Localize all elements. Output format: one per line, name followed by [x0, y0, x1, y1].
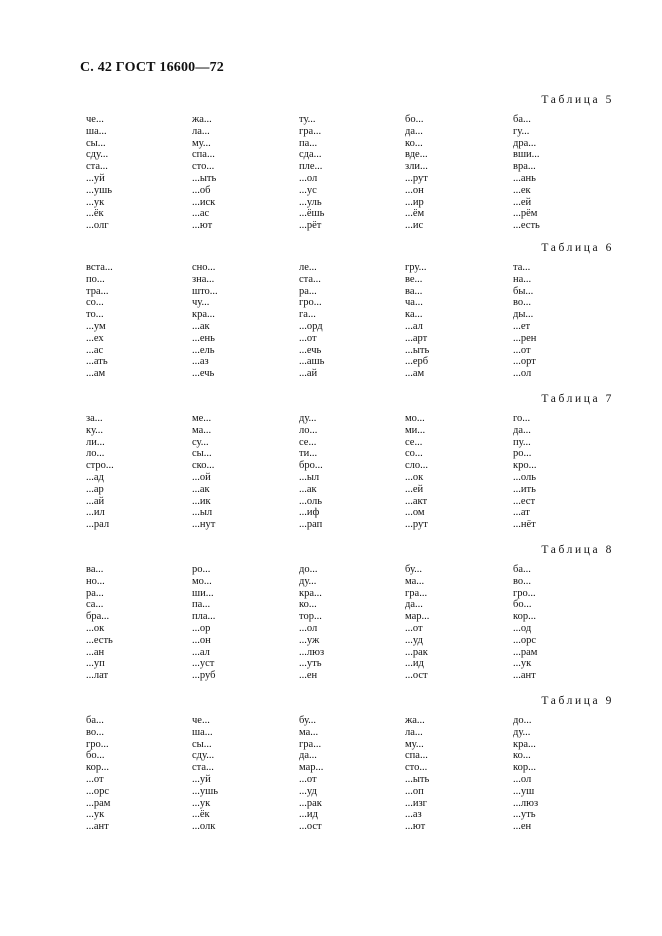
word-cell: кра... [192, 309, 215, 321]
word-cell: ми... [405, 424, 426, 436]
word-cell: спа... [192, 149, 215, 161]
word-cell: ...рал [86, 519, 110, 531]
word-cell: ...ид [405, 658, 424, 670]
table-title: Таблица 9 [541, 695, 614, 707]
word-cell: ...ак [192, 483, 210, 495]
word-cell: гро... [86, 738, 109, 750]
table-title: Таблица 5 [541, 94, 614, 106]
word-cell: гру... [405, 262, 427, 273]
word-cell: ...он [405, 184, 424, 196]
word-cell: сы... [86, 137, 106, 149]
word-cell: су... [192, 436, 209, 448]
word-cell: ба... [513, 564, 531, 575]
word-cell: ...ик [192, 495, 211, 507]
word-cell: ма... [192, 424, 212, 436]
word-cell: ста... [86, 161, 108, 173]
word-cell: гу... [513, 125, 530, 137]
word-cell: мо... [405, 413, 425, 424]
word-cell: сду... [192, 750, 215, 762]
word-cell: ...ет [513, 320, 531, 332]
table-column [192, 564, 292, 682]
word-cell: ...ель [192, 344, 215, 356]
word-cell: га... [299, 309, 316, 321]
word-cell: вши... [513, 149, 540, 161]
word-cell: ...орс [86, 785, 110, 797]
word-cell: со... [86, 297, 104, 309]
word-cell: ...акт [405, 495, 428, 507]
word-cell: мар... [299, 762, 324, 774]
word-cell: кор... [513, 611, 536, 623]
word-cell: ка... [405, 309, 423, 321]
word-cell: ...ен [299, 670, 318, 682]
word-cell: ...есть [86, 634, 113, 646]
word-cell: се... [299, 436, 317, 448]
word-cell: ...аз [405, 809, 422, 821]
word-cell: ...ёшь [299, 208, 325, 220]
word-cell: ...ек [513, 184, 531, 196]
word-cell: мо... [192, 575, 212, 587]
word-cell: ва... [86, 564, 104, 575]
table-column [405, 262, 505, 380]
word-cell: ...ол [513, 368, 532, 380]
word-cell: ...от [513, 344, 531, 356]
word-cell: вста... [86, 262, 113, 273]
word-cell: ...ём [405, 208, 425, 220]
word-cell: но... [86, 575, 105, 587]
word-cell: ...уст [192, 658, 215, 670]
table-column [299, 114, 399, 232]
word-cell: зли... [405, 161, 428, 173]
word-cell: сы... [192, 448, 212, 460]
word-cell: тра... [86, 285, 109, 297]
word-cell: то... [86, 309, 104, 321]
word-cell: ...нут [192, 519, 216, 531]
word-cell: сы... [192, 738, 212, 750]
word-cell: се... [405, 436, 423, 448]
word-cell: ...ид [299, 809, 318, 821]
word-cell: ро... [513, 448, 532, 460]
word-cell: са... [86, 599, 104, 611]
word-cell: ло... [86, 448, 105, 460]
word-cell: ско... [192, 460, 215, 472]
word-cell: па... [299, 137, 318, 149]
word-cell: ...ир [405, 196, 424, 208]
word-cell: пу... [513, 436, 531, 448]
table-column [513, 413, 613, 531]
word-cell: ко... [513, 750, 531, 762]
word-cell: ...от [299, 773, 317, 785]
word-cell: ...рак [299, 797, 322, 809]
word-cell: му... [192, 137, 211, 149]
word-cell: сло... [405, 460, 429, 472]
word-cell: ...ас [86, 344, 104, 356]
word-cell: чу... [192, 297, 210, 309]
word-cell: ...ать [86, 356, 108, 368]
word-cell: ...ех [86, 332, 104, 344]
word-cell: ду... [299, 413, 317, 424]
word-cell: ...иск [192, 196, 216, 208]
word-cell: сда... [299, 149, 322, 161]
word-cell: ...ус [299, 184, 317, 196]
word-cell: стро... [86, 460, 114, 472]
word-cell: ...рём [513, 208, 538, 220]
word-cell: ...ей [513, 196, 532, 208]
word-cell: ...орд [299, 320, 323, 332]
table-column [405, 564, 505, 682]
word-cell: ко... [405, 137, 423, 149]
table-column [299, 262, 399, 380]
word-cell: ку... [86, 424, 104, 436]
table-column [513, 715, 613, 833]
table-column [299, 413, 399, 531]
word-cell: кор... [86, 762, 109, 774]
word-cell: ...ост [299, 821, 322, 833]
word-cell: ша... [86, 125, 107, 137]
word-cell: ба... [513, 114, 531, 125]
page-header: С. 42 ГОСТ 16600—72 [80, 60, 224, 75]
word-cell: ле... [299, 262, 317, 273]
word-cell: ...ыть [405, 344, 430, 356]
word-cell: кра... [513, 738, 536, 750]
table-column [299, 564, 399, 682]
word-cell: ...уть [513, 809, 536, 821]
word-cell: сду... [86, 149, 109, 161]
word-cell: ...ыл [192, 507, 213, 519]
word-cell: па... [192, 599, 211, 611]
table-column [192, 413, 292, 531]
table-column [86, 262, 186, 380]
word-cell: ...ак [299, 483, 317, 495]
word-cell: ...арт [405, 332, 428, 344]
word-cell: че... [86, 114, 104, 125]
word-cell: ма... [299, 726, 319, 738]
word-cell: ...изг [405, 797, 427, 809]
word-cell: ...уж [299, 634, 320, 646]
word-cell: ко... [299, 599, 317, 611]
word-cell: гро... [299, 297, 322, 309]
word-cell: ...рёт [299, 220, 322, 232]
word-cell: ме... [192, 413, 212, 424]
word-cell: сто... [192, 161, 215, 173]
word-cell: ...люз [299, 646, 325, 658]
table-column [192, 262, 292, 380]
word-cell: ...уд [299, 785, 317, 797]
word-cell: ...ёк [86, 208, 104, 220]
word-cell: кор... [513, 762, 536, 774]
word-cell: ...ок [86, 622, 105, 634]
word-cell: му... [405, 738, 424, 750]
word-cell: на... [513, 273, 532, 285]
word-cell: ...ай [299, 368, 318, 380]
word-cell: ста... [192, 762, 214, 774]
word-cell: во... [513, 297, 532, 309]
word-cell: че... [192, 715, 210, 726]
word-cell: ...ушь [192, 785, 218, 797]
word-cell: ...ад [86, 471, 104, 483]
word-cell: ти... [299, 448, 318, 460]
word-cell: пла... [192, 611, 216, 623]
word-cell: ...ют [192, 220, 213, 232]
word-cell: ста... [299, 273, 321, 285]
word-cell: бо... [405, 114, 424, 125]
word-cell: ша... [192, 726, 213, 738]
word-cell: ...он [192, 634, 211, 646]
word-cell: ...рен [513, 332, 537, 344]
word-cell: ...ук [513, 658, 532, 670]
word-cell: ...ушь [86, 184, 112, 196]
word-cell: ...ыть [192, 172, 217, 184]
word-cell: ...ень [192, 332, 215, 344]
word-cell: ...от [299, 332, 317, 344]
word-cell: ...ечь [192, 368, 215, 380]
word-cell: во... [513, 575, 532, 587]
word-cell: ...ост [405, 670, 428, 682]
word-cell: го... [513, 413, 531, 424]
word-cell: ...рак [405, 646, 428, 658]
word-cell: ...ань [513, 172, 536, 184]
word-cell: ...уй [192, 773, 211, 785]
word-cell: ды... [513, 309, 534, 321]
word-cell: бы... [513, 285, 534, 297]
word-cell: ту... [299, 114, 316, 125]
word-cell: спа... [405, 750, 428, 762]
word-cell: ...от [405, 622, 423, 634]
word-cell: ра... [86, 587, 104, 599]
word-cell: ...ей [405, 483, 424, 495]
word-cell: ...рам [86, 797, 111, 809]
word-cell: ду... [513, 726, 531, 738]
word-cell: ...оль [299, 495, 323, 507]
word-cell: ...ол [513, 773, 532, 785]
table-column [192, 715, 292, 833]
word-cell: ...ум [86, 320, 106, 332]
word-cell: жа... [405, 715, 425, 726]
word-cell: ла... [405, 726, 423, 738]
word-cell: кро... [513, 460, 537, 472]
word-cell: ...ал [405, 320, 423, 332]
word-cell: ...есть [513, 220, 540, 232]
word-cell: гра... [405, 587, 428, 599]
word-cell: ла... [192, 125, 210, 137]
word-cell: да... [405, 599, 423, 611]
word-cell: бро... [299, 460, 323, 472]
word-cell: ...оп [405, 785, 424, 797]
word-cell: ...орс [513, 634, 537, 646]
word-cell: ...ал [192, 646, 210, 658]
word-cell: ши... [192, 587, 214, 599]
word-cell: ...ол [299, 172, 318, 184]
word-cell: вра... [513, 161, 536, 173]
word-cell: ...орт [513, 356, 536, 368]
word-cell: ...ест [513, 495, 536, 507]
table-title: Таблица 6 [541, 242, 614, 254]
word-cell: бу... [299, 715, 317, 726]
word-cell: ...ерб [405, 356, 429, 368]
word-cell: ...ок [405, 471, 424, 483]
word-cell: ...ам [86, 368, 106, 380]
word-cell: ...ить [513, 483, 536, 495]
word-cell: ...олг [86, 220, 109, 232]
word-cell: ...оль [513, 471, 537, 483]
word-cell: вде... [405, 149, 428, 161]
word-cell: ...од [513, 622, 532, 634]
word-cell: ...ечь [299, 344, 322, 356]
word-cell: ...ол [299, 622, 318, 634]
word-cell: ра... [299, 285, 317, 297]
table-column [405, 413, 505, 531]
word-cell: ло... [299, 424, 318, 436]
word-cell: ...ашь [299, 356, 325, 368]
word-cell: ...уд [405, 634, 423, 646]
word-cell: ...иф [299, 507, 320, 519]
table-title: Таблица 8 [541, 544, 614, 556]
word-cell: бо... [86, 750, 105, 762]
word-cell: ...ис [405, 220, 424, 232]
table-column [299, 715, 399, 833]
word-cell: ...нёт [513, 519, 536, 531]
word-cell: ...люз [513, 797, 539, 809]
word-cell: ...уш [513, 785, 535, 797]
word-cell: сно... [192, 262, 216, 273]
word-cell: ...ыть [405, 773, 430, 785]
word-cell: ...от [86, 773, 104, 785]
word-cell: ...ан [86, 646, 105, 658]
table-column [86, 715, 186, 833]
table-column [86, 114, 186, 232]
word-cell: сто... [405, 762, 428, 774]
word-cell: ...ыл [299, 471, 320, 483]
word-cell: мар... [405, 611, 430, 623]
word-cell: ...уй [86, 172, 105, 184]
word-cell: да... [299, 750, 317, 762]
table-column [86, 564, 186, 682]
table-column [405, 114, 505, 232]
word-cell: ду... [299, 575, 317, 587]
word-cell: ли... [86, 436, 105, 448]
word-cell: ...уть [299, 658, 322, 670]
word-cell: што... [192, 285, 218, 297]
word-cell: ...рут [405, 172, 428, 184]
word-cell: ...ен [513, 821, 532, 833]
word-cell: бу... [405, 564, 423, 575]
word-cell: ...ют [405, 821, 426, 833]
word-cell: по... [86, 273, 105, 285]
table-column [513, 262, 613, 380]
word-cell: зна... [192, 273, 215, 285]
word-cell: ...ант [86, 821, 109, 833]
word-cell: до... [299, 564, 318, 575]
word-cell: ...ат [513, 507, 530, 519]
word-cell: ...ук [86, 809, 105, 821]
word-cell: гра... [299, 738, 322, 750]
word-cell: да... [513, 424, 531, 436]
word-cell: ...ёк [192, 809, 210, 821]
word-cell: та... [513, 262, 531, 273]
table-column [192, 114, 292, 232]
word-cell: кра... [299, 587, 322, 599]
word-cell: до... [513, 715, 532, 726]
word-cell: гра... [299, 125, 322, 137]
word-cell: ...ас [192, 208, 210, 220]
word-cell: ...ук [192, 797, 211, 809]
word-cell: ...лат [86, 670, 109, 682]
word-cell: ма... [405, 575, 425, 587]
word-cell: ве... [405, 273, 423, 285]
word-cell: ...ант [513, 670, 536, 682]
table-column [405, 715, 505, 833]
word-cell: ...ай [86, 495, 105, 507]
word-cell: во... [86, 726, 105, 738]
word-cell: ...уп [86, 658, 105, 670]
word-cell: ча... [405, 297, 423, 309]
word-cell: ...ак [192, 320, 210, 332]
word-cell: тор... [299, 611, 322, 623]
word-cell: ...ил [86, 507, 105, 519]
word-cell: ва... [405, 285, 423, 297]
word-cell: ...ор [192, 622, 211, 634]
word-cell: гро... [513, 587, 536, 599]
table-column [513, 564, 613, 682]
word-cell: ...ой [192, 471, 211, 483]
table-title: Таблица 7 [541, 393, 614, 405]
word-cell: ...рут [405, 519, 428, 531]
word-cell: ...руб [192, 670, 216, 682]
word-cell: ...олк [192, 821, 216, 833]
word-cell: ...рап [299, 519, 323, 531]
word-cell: ...аз [192, 356, 209, 368]
word-cell: ...ам [405, 368, 425, 380]
word-cell: со... [405, 448, 423, 460]
word-cell: ...уль [299, 196, 322, 208]
table-column [513, 114, 613, 232]
word-cell: ...ом [405, 507, 425, 519]
word-cell: ба... [86, 715, 104, 726]
word-cell: ...ар [86, 483, 104, 495]
word-cell: да... [405, 125, 423, 137]
word-cell: ро... [192, 564, 211, 575]
word-cell: ...ук [86, 196, 105, 208]
word-cell: за... [86, 413, 103, 424]
word-cell: ...рам [513, 646, 538, 658]
word-cell: дра... [513, 137, 537, 149]
word-cell: бо... [513, 599, 532, 611]
table-column [86, 413, 186, 531]
word-cell: жа... [192, 114, 212, 125]
word-cell: ...об [192, 184, 211, 196]
word-cell: бра... [86, 611, 110, 623]
word-cell: пле... [299, 161, 323, 173]
